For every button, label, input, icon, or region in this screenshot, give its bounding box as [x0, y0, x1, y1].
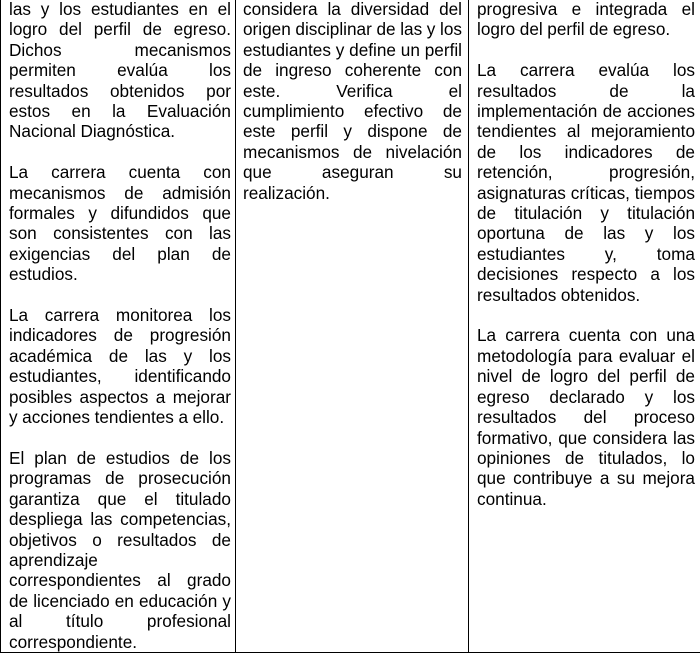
table-cell-column-1 — [1, 0, 236, 652]
table-cell-column-2 — [236, 0, 469, 652]
paragraph: El plan de estudios de los programas de prosecución garantiza que el titulado despliega las competencias, objetivos o resultados de aprendizaje correspondientes al grado de licenciado en educación y al título profesional correspondiente. — [9, 448, 231, 652]
paragraph: La carrera evalúa los resultados de la implementación de acciones tendientes al mejoramiento de los indicadores de retención, progresión, asignaturas críticas, tiempos de titulación y titulación oportuna de las y los estudiantes y, toma decisiones respecto a los resultados obtenidos. — [477, 60, 695, 305]
paragraph: La carrera cuenta con una metodología para evaluar el nivel de logro del perfil de egreso declarado y los resultados del proceso formativo, que considera las opiniones de titulados, lo que contribuye a su mejora continua. — [477, 325, 695, 509]
paragraph: La carrera monitorea los indicadores de progresión académica de las y los estudiantes, identificando posibles aspectos a mejorar y acciones tendientes a ello. — [9, 305, 231, 427]
paragraph: considera la diversidad del origen disciplinar de las y los estudiantes y define un perfil de ingreso coherente con este. Verifica el cumplimiento efectivo de este perfil y dispone de mecanismos de nivelación que aseguran su realización. — [243, 0, 462, 203]
paragraph: progresiva e integrada el logro del perfil de egreso. — [477, 0, 695, 40]
paragraph: La carrera cuenta con mecanismos de admisión formales y difundidos que son consistentes con las exigencias del plan de estudios. — [9, 162, 231, 284]
table-cell-column-3 — [469, 0, 700, 652]
table-row — [1, 0, 700, 652]
paragraph: las y los estudiantes en el logro del perfil de egreso. Dichos mecanismos permiten evalúa los resultados obtenidos por estos en la Evaluación Nacional Diagnóstica. — [9, 0, 231, 142]
